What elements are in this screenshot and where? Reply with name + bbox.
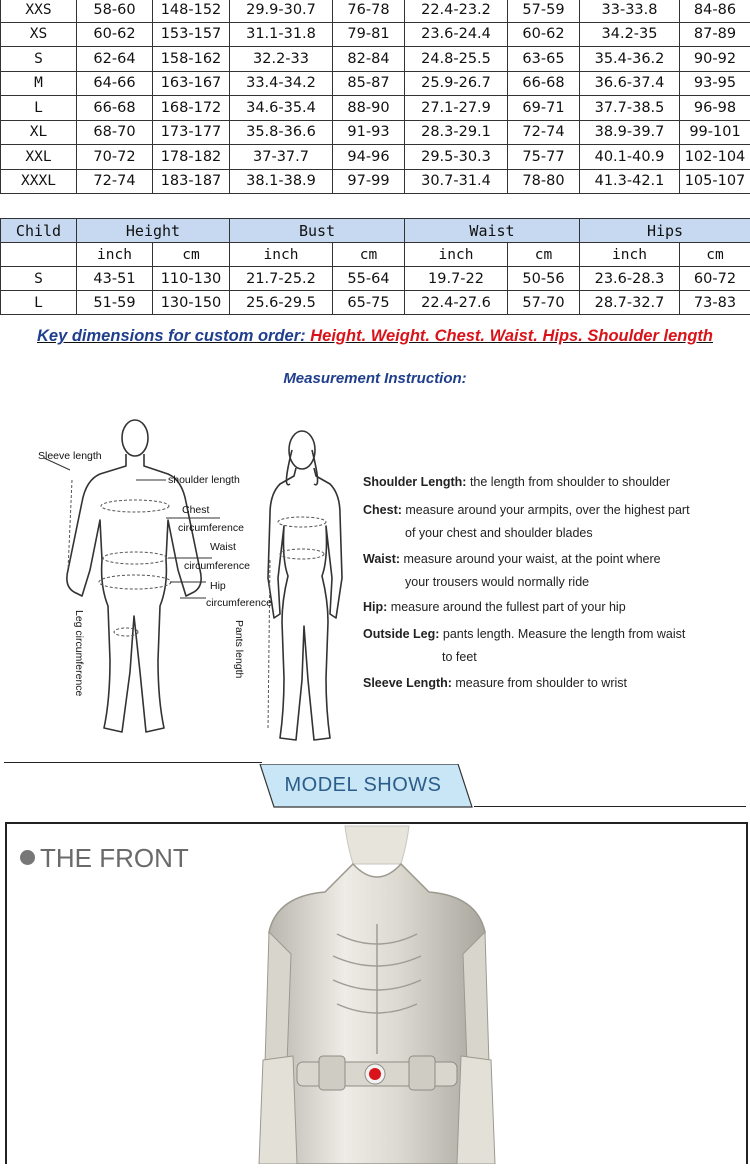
table-cell: 87-89 xyxy=(680,22,750,47)
costume-photo xyxy=(7,824,746,1164)
table-cell: 82-84 xyxy=(333,47,405,72)
unit-cell: cm xyxy=(508,243,580,267)
table-cell: 69-71 xyxy=(508,96,580,121)
definition-sleeve: Sleeve Length: measure from shoulder to wrist xyxy=(363,676,627,690)
table-cell: 21.7-25.2 xyxy=(230,267,333,291)
table-cell: 96-98 xyxy=(680,96,750,121)
table-cell: 62-64 xyxy=(77,47,153,72)
table-cell: 29.5-30.3 xyxy=(405,145,508,170)
waist-circumference-label: circumference xyxy=(184,560,250,572)
bullet-dot-icon xyxy=(20,850,35,865)
table-cell: 29.9-30.7 xyxy=(230,0,333,22)
pants-length-label: Pants length xyxy=(233,620,245,678)
table-cell: 88-90 xyxy=(333,96,405,121)
table-cell: 38.9-39.7 xyxy=(580,120,680,145)
table-row xyxy=(1,267,750,291)
table-cell: 50-56 xyxy=(508,267,580,291)
divider-left xyxy=(4,762,262,763)
table-row xyxy=(1,71,750,96)
table-cell: 43-51 xyxy=(77,267,153,291)
table-cell: 31.1-31.8 xyxy=(230,22,333,47)
table-cell: 37.7-38.5 xyxy=(580,96,680,121)
table-cell: 34.6-35.4 xyxy=(230,96,333,121)
table-cell: 97-99 xyxy=(333,169,405,194)
adult-size-table xyxy=(0,0,750,194)
size-cell: L xyxy=(1,96,77,121)
table-cell: 65-75 xyxy=(333,291,405,315)
table-cell: 68-70 xyxy=(77,120,153,145)
size-cell: XXXL xyxy=(1,169,77,194)
child-size-table xyxy=(0,218,750,315)
table-row xyxy=(1,145,750,170)
table-row xyxy=(1,291,750,315)
waist-col-header: Waist xyxy=(405,219,580,243)
table-cell: 33.4-34.2 xyxy=(230,71,333,96)
table-cell: 57-59 xyxy=(508,0,580,22)
table-cell: 38.1-38.9 xyxy=(230,169,333,194)
the-front-text: THE FRONT xyxy=(40,843,189,873)
table-cell: 72-74 xyxy=(77,169,153,194)
table-cell: 30.7-31.4 xyxy=(405,169,508,194)
table-cell: 28.3-29.1 xyxy=(405,120,508,145)
table-cell: 37-37.7 xyxy=(230,145,333,170)
unit-cell: inch xyxy=(230,243,333,267)
unit-cell: cm xyxy=(333,243,405,267)
table-cell: 60-62 xyxy=(77,22,153,47)
hip-circumference-label: circumference xyxy=(206,597,272,609)
unit-cell: inch xyxy=(405,243,508,267)
size-cell: L xyxy=(1,291,77,315)
table-cell: 110-130 xyxy=(153,267,230,291)
table-cell: 130-150 xyxy=(153,291,230,315)
shoulder-length-label: shoulder length xyxy=(168,474,240,486)
table-row xyxy=(1,120,750,145)
chest-label: Chest xyxy=(182,504,209,516)
definition-waist-cont: your trousers would normally ride xyxy=(405,575,589,589)
table-cell: 57-70 xyxy=(508,291,580,315)
key-dimensions-items: Height. Weight. Chest. Waist. Hips. Shoulder length xyxy=(310,327,713,345)
table-cell: 66-68 xyxy=(77,96,153,121)
key-dimensions-label: Key dimensions for custom order: xyxy=(37,327,306,345)
table-cell: 84-86 xyxy=(680,0,750,22)
child-table-unit-row xyxy=(1,243,750,267)
table-cell: 24.8-25.5 xyxy=(405,47,508,72)
table-cell: 25.9-26.7 xyxy=(405,71,508,96)
table-cell: 168-172 xyxy=(153,96,230,121)
divider-right xyxy=(474,806,746,807)
table-cell: 99-101 xyxy=(680,120,750,145)
model-shows-label: MODEL SHOWS xyxy=(258,774,468,797)
unit-cell: inch xyxy=(580,243,680,267)
table-cell: 23.6-24.4 xyxy=(405,22,508,47)
size-cell: XL xyxy=(1,120,77,145)
table-row xyxy=(1,0,750,22)
table-cell: 178-182 xyxy=(153,145,230,170)
leg-circumference-label: Leg circumference xyxy=(73,610,85,696)
table-row xyxy=(1,96,750,121)
table-cell: 32.2-33 xyxy=(230,47,333,72)
table-cell: 64-66 xyxy=(77,71,153,96)
table-cell: 163-167 xyxy=(153,71,230,96)
table-cell: 91-93 xyxy=(333,120,405,145)
sleeve-length-label: Sleeve length xyxy=(38,450,102,462)
table-cell: 25.6-29.5 xyxy=(230,291,333,315)
child-col-header: Child xyxy=(1,219,77,243)
table-cell: 27.1-27.9 xyxy=(405,96,508,121)
hips-col-header: Hips xyxy=(580,219,750,243)
table-cell: 34.2-35 xyxy=(580,22,680,47)
table-cell: 63-65 xyxy=(508,47,580,72)
table-cell: 22.4-23.2 xyxy=(405,0,508,22)
table-cell: 55-64 xyxy=(333,267,405,291)
table-row xyxy=(1,169,750,194)
size-cell: S xyxy=(1,47,77,72)
table-cell: 60-62 xyxy=(508,22,580,47)
table-cell: 153-157 xyxy=(153,22,230,47)
table-cell: 85-87 xyxy=(333,71,405,96)
table-cell: 78-80 xyxy=(508,169,580,194)
table-cell: 23.6-28.3 xyxy=(580,267,680,291)
bust-col-header: Bust xyxy=(230,219,405,243)
definition-shoulder: Shoulder Length: the length from shoulder to shoulder xyxy=(363,475,670,489)
definition-waist: Waist: measure around your waist, at the point where xyxy=(363,552,661,566)
definition-chest-cont: of your chest and shoulder blades xyxy=(405,526,593,540)
chest-circumference-label: circumference xyxy=(178,522,244,534)
table-cell: 58-60 xyxy=(77,0,153,22)
unit-cell: cm xyxy=(153,243,230,267)
table-row xyxy=(1,22,750,47)
table-cell: 35.8-36.6 xyxy=(230,120,333,145)
size-cell: S xyxy=(1,267,77,291)
measurement-instruction-title: Measurement Instruction: xyxy=(0,370,750,387)
the-front-label xyxy=(20,843,189,874)
table-cell: 51-59 xyxy=(77,291,153,315)
table-cell: 105-107 xyxy=(680,169,750,194)
table-cell: 60-72 xyxy=(680,267,750,291)
unit-cell: cm xyxy=(680,243,750,267)
unit-cell: inch xyxy=(77,243,153,267)
size-cell: XXS xyxy=(1,0,77,22)
definition-hip: Hip: measure around the fullest part of your hip xyxy=(363,600,626,614)
table-cell: 158-162 xyxy=(153,47,230,72)
table-cell: 90-92 xyxy=(680,47,750,72)
table-cell: 28.7-32.7 xyxy=(580,291,680,315)
table-cell: 35.4-36.2 xyxy=(580,47,680,72)
hip-label: Hip xyxy=(210,580,226,592)
table-cell: 33-33.8 xyxy=(580,0,680,22)
table-cell: 173-177 xyxy=(153,120,230,145)
definition-chest: Chest: measure around your armpits, over the highest part xyxy=(363,503,690,517)
size-cell: M xyxy=(1,71,77,96)
measurement-figures xyxy=(30,410,360,750)
table-cell: 40.1-40.9 xyxy=(580,145,680,170)
table-row xyxy=(1,47,750,72)
table-cell: 93-95 xyxy=(680,71,750,96)
key-dimensions-line xyxy=(0,327,750,346)
height-col-header: Height xyxy=(77,219,230,243)
table-cell: 70-72 xyxy=(77,145,153,170)
table-cell: 102-104 xyxy=(680,145,750,170)
table-cell: 72-74 xyxy=(508,120,580,145)
definition-outside-leg: Outside Leg: pants length. Measure the length from waist xyxy=(363,627,685,641)
table-cell: 22.4-27.6 xyxy=(405,291,508,315)
table-cell: 73-83 xyxy=(680,291,750,315)
definition-outside-leg-cont: to feet xyxy=(442,650,477,664)
table-cell: 79-81 xyxy=(333,22,405,47)
table-cell: 183-187 xyxy=(153,169,230,194)
table-cell: 66-68 xyxy=(508,71,580,96)
size-cell: XS xyxy=(1,22,77,47)
table-cell: 148-152 xyxy=(153,0,230,22)
table-cell: 19.7-22 xyxy=(405,267,508,291)
table-cell: 36.6-37.4 xyxy=(580,71,680,96)
child-table-header-row xyxy=(1,219,750,243)
table-cell: 94-96 xyxy=(333,145,405,170)
table-cell: 75-77 xyxy=(508,145,580,170)
waist-label: Waist xyxy=(210,541,236,553)
empty-cell xyxy=(1,243,77,267)
size-cell: XXL xyxy=(1,145,77,170)
table-cell: 76-78 xyxy=(333,0,405,22)
table-cell: 41.3-42.1 xyxy=(580,169,680,194)
